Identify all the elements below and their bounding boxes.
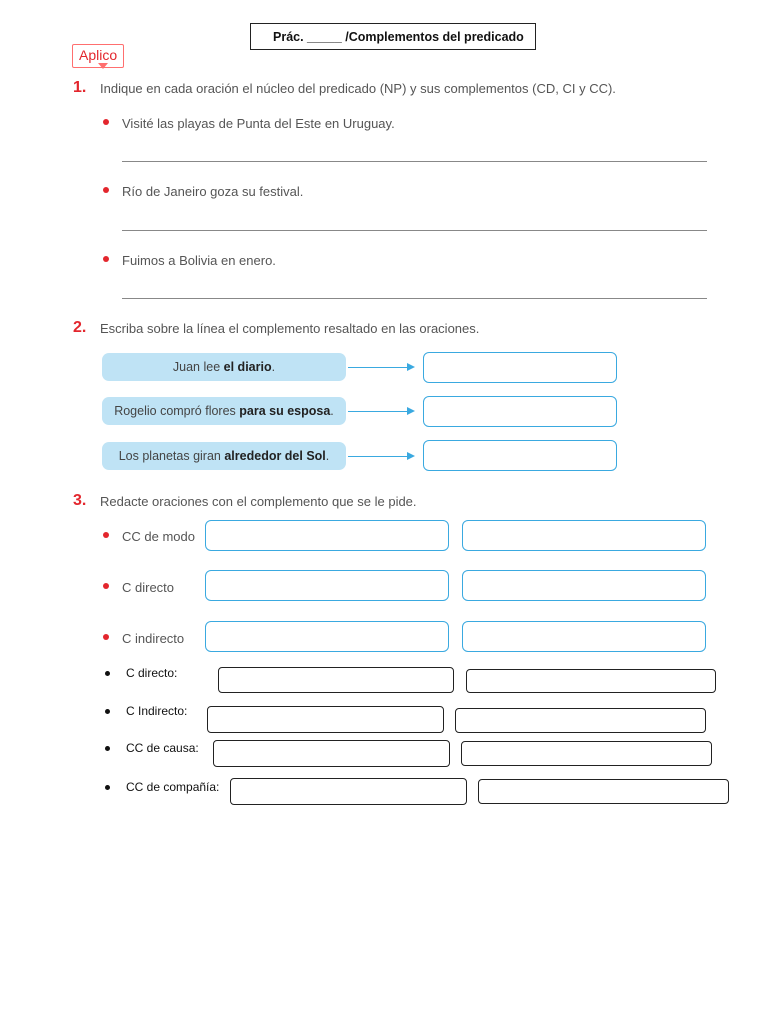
- ex3-answer-box[interactable]: [462, 570, 706, 601]
- ex3-label-2: C directo: [122, 580, 175, 595]
- highlight-sentence-1: Juan lee el diario .: [102, 353, 346, 381]
- extra-answer-box[interactable]: [213, 740, 450, 767]
- ex1-sentence-2: Río de Janeiro goza su festival.: [122, 184, 304, 199]
- answer-box-2-1[interactable]: [423, 352, 617, 383]
- extra-answer-box[interactable]: [478, 779, 729, 804]
- bullet-dot: [105, 709, 110, 714]
- answer-line-3[interactable]: [122, 298, 707, 299]
- exercise-2-number: 2.: [73, 319, 87, 336]
- arrow-right-icon: [407, 452, 415, 460]
- bullet-dot: [105, 671, 110, 676]
- answer-line-2[interactable]: [122, 230, 707, 231]
- ex3-answer-box[interactable]: [205, 621, 449, 652]
- ex1-sentence-3: Fuimos a Bolivia en enero.: [122, 253, 276, 268]
- bullet-dot: [105, 785, 110, 790]
- exercise-1-instruction: Indique en cada oración el núcleo del predicado (NP) y sus complementos (CD, CI y CC).: [100, 81, 616, 96]
- arrow-line: [348, 367, 408, 368]
- ex3-answer-box[interactable]: [205, 570, 449, 601]
- ex3-answer-box[interactable]: [462, 621, 706, 652]
- arrow-line: [348, 456, 408, 457]
- arrow-right-icon: [407, 363, 415, 371]
- aplico-tag-pointer: [98, 63, 108, 69]
- extra-label-1: C directo:: [126, 666, 178, 680]
- aplico-tag: Aplico: [72, 44, 124, 68]
- answer-box-2-3[interactable]: [423, 440, 617, 471]
- exercise-3-instruction: Redacte oraciones con el complemento que se le pide.: [100, 494, 417, 509]
- answer-line-1[interactable]: [122, 161, 707, 162]
- ex3-answer-box[interactable]: [462, 520, 706, 551]
- exercise-1-number: 1.: [73, 79, 87, 96]
- ex1-sentence-1: Visité las playas de Punta del Este en Uruguay.: [122, 116, 395, 131]
- highlight-sentence-3: Los planetas giran alrededor del Sol .: [102, 442, 346, 470]
- extra-answer-box[interactable]: [455, 708, 706, 733]
- bullet-dot: [105, 746, 110, 751]
- extra-answer-box[interactable]: [218, 667, 454, 693]
- ex3-answer-box[interactable]: [205, 520, 449, 551]
- ex3-label-1: CC de modo: [122, 529, 195, 544]
- exercise-2-instruction: Escriba sobre la línea el complemento resaltado en las oraciones.: [100, 321, 480, 336]
- extra-label-4: CC de compañía:: [126, 780, 220, 794]
- answer-box-2-2[interactable]: [423, 396, 617, 427]
- bullet-dot: [103, 532, 109, 538]
- highlight-sentence-2: Rogelio compró flores para su esposa .: [102, 397, 346, 425]
- arrow-line: [348, 411, 408, 412]
- page-title: Prác. _____ /Complementos del predicado: [250, 23, 536, 50]
- extra-label-3: CC de causa:: [126, 741, 199, 755]
- extra-answer-box[interactable]: [207, 706, 444, 733]
- extra-answer-box[interactable]: [461, 741, 712, 766]
- bullet-dot: [103, 583, 109, 589]
- bullet-dot: [103, 119, 109, 125]
- exercise-3-number: 3.: [73, 492, 87, 509]
- arrow-right-icon: [407, 407, 415, 415]
- bullet-dot: [103, 187, 109, 193]
- bullet-dot: [103, 256, 109, 262]
- extra-label-2: C Indirecto:: [126, 704, 188, 718]
- extra-answer-box[interactable]: [466, 669, 716, 693]
- ex3-label-3: C indirecto: [122, 631, 185, 646]
- extra-answer-box[interactable]: [230, 778, 467, 805]
- bullet-dot: [103, 634, 109, 640]
